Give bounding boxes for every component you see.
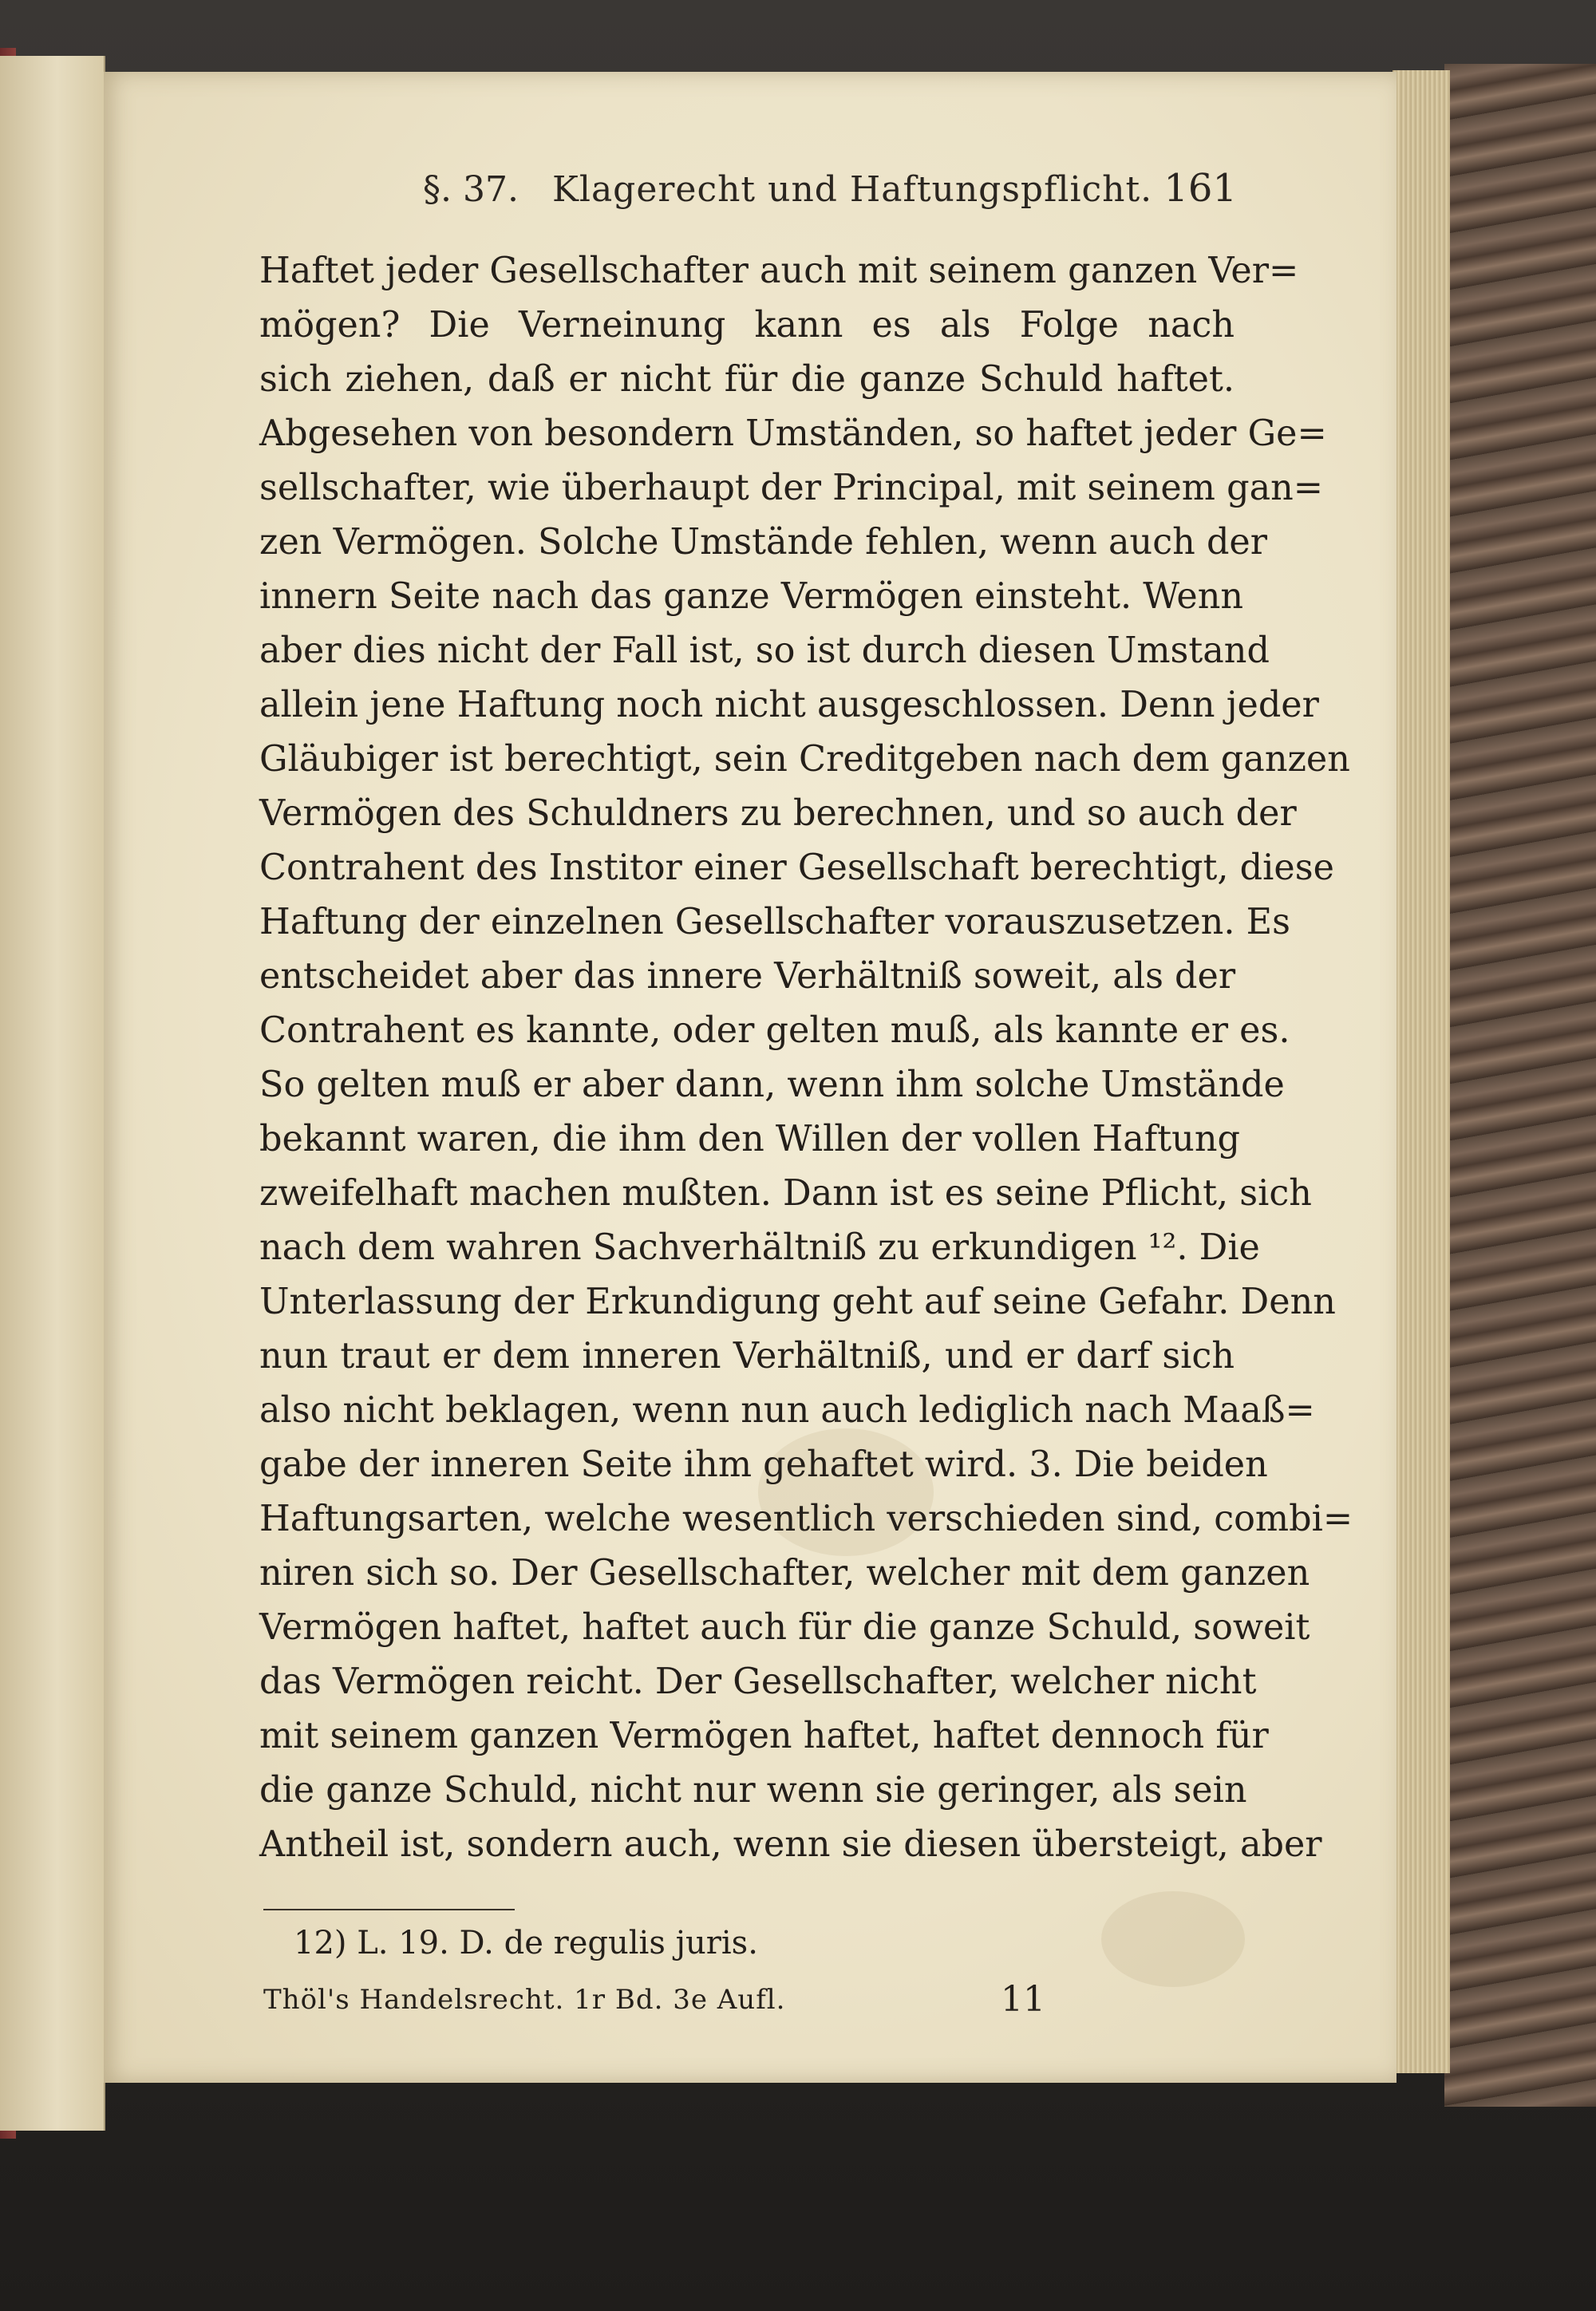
text-line: Gläubiger ist berechtigt, sein Creditgeben nach dem ganzen xyxy=(259,739,1350,780)
running-header xyxy=(319,160,1237,215)
section-title: Klagerecht und Haftungspflicht. xyxy=(552,169,1153,210)
text-line: gabe der inneren Seite ihm gehaftet wird. 3. Die beiden xyxy=(259,1444,1268,1485)
text-line: zweifelhaft machen mußten. Dann ist es seine Pflicht, sich xyxy=(259,1173,1312,1214)
facing-page-edge xyxy=(0,56,105,2131)
text-line: Vermögen des Schuldners zu berechnen, und so auch der xyxy=(259,793,1297,834)
text-line: nun traut er dem inneren Verhältniß, und er darf sich xyxy=(259,1336,1235,1377)
text-line: Haftet jeder Gesellschafter auch mit seinem ganzen Ver= xyxy=(259,251,1299,291)
text-line: Haftung der einzelnen Gesellschafter vorauszusetzen. Es xyxy=(259,902,1290,942)
text-line: sich ziehen, daß er nicht für die ganze Schuld haftet. xyxy=(259,359,1235,400)
footnote-rule xyxy=(263,1909,515,1910)
text-line: sellschafter, wie überhaupt der Principal, mit seinem gan= xyxy=(259,468,1324,508)
text-line: Vermögen haftet, haftet auch für die ganze Schuld, soweit xyxy=(259,1607,1310,1648)
text-line: mit seinem ganzen Vermögen haftet, haftet dennoch für xyxy=(259,1716,1269,1756)
text-line: bekannt waren, die ihm den Willen der vollen Haftung xyxy=(259,1119,1240,1159)
text-line: nach dem wahren Sachverhältniß zu erkundigen ¹². Die xyxy=(259,1227,1260,1268)
text-line: Antheil ist, sondern auch, wenn sie diesen übersteigt, aber xyxy=(259,1824,1322,1865)
book-cover-right xyxy=(1444,64,1596,2107)
text-line: das Vermögen reicht. Der Gesellschafter, welcher nicht xyxy=(259,1661,1257,1702)
printer-signature xyxy=(263,1979,1045,2027)
section-number: §. 37. xyxy=(423,169,519,210)
text-line: innern Seite nach das ganze Vermögen einsteht. Wenn xyxy=(259,576,1244,617)
footnote: 12) L. 19. D. de regulis juris. xyxy=(294,1925,758,1961)
text-line: allein jene Haftung noch nicht ausgeschlossen. Denn jeder xyxy=(259,685,1319,725)
text-line: Haftungsarten, welche wesentlich verschieden sind, combi= xyxy=(259,1499,1353,1539)
signature-text: Thöl's Handelsrecht. 1r Bd. 3e Aufl. xyxy=(263,1984,786,2016)
text-line: die ganze Schuld, nicht nur wenn sie geringer, als sein xyxy=(259,1770,1247,1811)
text-line: mögen? Die Verneinung kann es als Folge nach xyxy=(259,305,1235,346)
text-line: entscheidet aber das innere Verhältniß soweit, als der xyxy=(259,956,1236,997)
sheet-number: 11 xyxy=(1001,1979,1045,2020)
main-text xyxy=(259,244,1353,1872)
text-line: Contrahent des Institor einer Gesellschaft berechtigt, diese xyxy=(259,847,1334,888)
text-line: aber dies nicht der Fall ist, so ist durch diesen Umstand xyxy=(259,630,1270,671)
page-number: 161 xyxy=(1163,166,1237,211)
paper-stain xyxy=(1101,1891,1245,1987)
text-line: zen Vermögen. Solche Umstände fehlen, wenn auch der xyxy=(259,522,1268,563)
text-line: niren sich so. Der Gesellschafter, welcher mit dem ganzen xyxy=(259,1553,1310,1594)
text-line: Abgesehen von besondern Umständen, so haftet jeder Ge= xyxy=(259,413,1327,454)
text-line: Unterlassung der Erkundigung geht auf seine Gefahr. Denn xyxy=(259,1282,1336,1322)
text-line: also nicht beklagen, wenn nun auch lediglich nach Maaß= xyxy=(259,1390,1315,1431)
text-line: Contrahent es kannte, oder gelten muß, als kannte er es. xyxy=(259,1010,1290,1051)
page-edges xyxy=(1393,70,1450,2073)
text-line: So gelten muß er aber dann, wenn ihm solche Umstände xyxy=(259,1065,1285,1105)
